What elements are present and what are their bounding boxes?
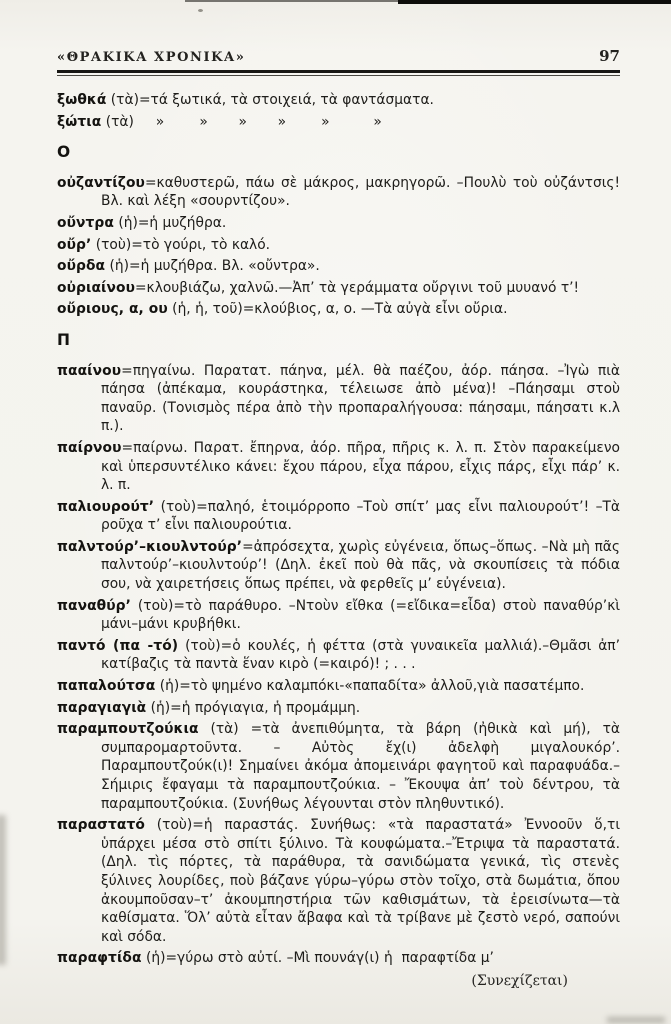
entry-body: (τοὺ)=ὁ κουλές, ἡ φέττα (στὰ γυναικεῖα μαλλιά).–Θμᾶσι ἀπ’ κατίβαζις τὰ παντὰ ἕναν κιρὸ (=καιρό)! ; . . . xyxy=(101,637,625,673)
entry-headword: οὐζαντίζου xyxy=(57,174,145,191)
dictionary-entry xyxy=(57,174,625,211)
journal-title: «ΘΡΑΚΙΚΑ ΧΡΟΝΙΚΑ» xyxy=(57,50,246,65)
dictionary-entry xyxy=(57,113,620,132)
entry-body: (τὰ)=τά ξωτικά, τὰ στοιχειά, τὰ φαντάσματα. xyxy=(106,92,434,108)
entry-headword: παναθύρ’ xyxy=(57,597,131,614)
entry-headword: παραμπουτζούκια xyxy=(57,721,199,738)
dictionary-entry xyxy=(57,257,620,276)
dictionary-entry xyxy=(57,816,625,946)
section-heading: Π xyxy=(57,330,70,349)
dictionary-entry xyxy=(57,597,625,634)
entry-headword: ξώτια xyxy=(57,113,102,130)
dictionary-entry xyxy=(57,214,620,233)
entry-body: (τοὺ)=τὸ παράθυρο. –Ντοὺν εἴθκα (=εἴδικα=εἶδα) στοὺ παναθύρ’κὶ μάνι–μάνι κρυβήθκι. xyxy=(101,597,625,633)
entry-headword: οὔριους, α, ου xyxy=(57,301,168,318)
scan-artifact-speck xyxy=(198,9,203,12)
dictionary-entry xyxy=(57,236,620,255)
entry-headword: οὔντρα xyxy=(57,214,114,231)
scan-artifact-top-blob xyxy=(398,0,671,4)
scan-artifact-bottom-smudge xyxy=(607,1017,665,1023)
entry-body: (τοὺ)=ἡ παραστάς. Συνήθως: «τὰ παραστατά» Ἐννοοῦν ὅ,τι ὑπάρχει μέσα στὸ σπίτι ξύλινο. Τὰ κουφώματα.–Ἔτριψα τὰ παραστατά. (Δηλ. τὶς πόρτες, τὰ παράθυρα, τὰ σανιδώματα γενικά, τὶς στενὲς ξύλινες λουρίδες, ποὺ βάζανε γύρω–γύρω στὸν τοῖχο, στὰ δωμάτια, ὅπου ἀκουμποῦσαν–τ’ ἀκουμπηστήρια τῶν καθισμάτων, τὰ ἐρεισίνωτα—τὰ καθίσματα. Ὅλ’ αὐτὰ εἶταν ἄβαφα καὶ τὰ τρίβανε μὲ ζεστὸ νερό, σαπούνι καὶ σόδα. xyxy=(101,817,625,945)
dictionary-entry xyxy=(57,279,620,298)
dictionary-entry xyxy=(57,699,620,718)
dictionary-entry xyxy=(57,362,625,436)
entry-body: (τὰ) =τὰ ἀνεπιθύμητα, τὰ βάρη (ἠθικὰ καὶ μή), τὰ συμπαρομαρτοῦντα. – Αὐτὸς ἔχ(ι) ἀδελφὴ μιγαλουκόρ’. Παραμπουτζούκ(ι)! Σημαίνει ἀκόμα ἀπομεινάρι φαγητοῦ καὶ παραφυάδα.– Σήμιρις ἔφαγαμι τὰ παραμπουτζούκια. – Ἔκουψα ἀπ’ τοὺ δέντρου, τὰ παραμπουτζούκια. (Συνήθως λέγουνται στὸν πληθυντικό). xyxy=(101,721,625,812)
entry-headword: παλιουρούτ’ xyxy=(57,498,155,515)
entry-headword: ξωθκά xyxy=(57,92,107,108)
header-rule-thick xyxy=(57,70,620,73)
dictionary-entries xyxy=(57,91,625,968)
dictionary-entry xyxy=(57,538,625,594)
entry-headword: οὔρδα xyxy=(57,258,106,275)
entry-headword: πααίνου xyxy=(57,362,122,379)
entry-body: (ἡ)=ἡ μυζήθρα. xyxy=(113,214,227,231)
entry-headword: παλντούρ’–κιουλντούρ’ xyxy=(57,538,243,555)
entry-body: (ἡ)=ἡ πρόγιαγια, ἡ προμάμμη. xyxy=(146,699,361,716)
entry-headword: παντό (πα -τό) xyxy=(57,637,179,654)
entry-body: (ἡ)=γύρω στὸ αὐτί. –Μὶ πουνάγ(ι) ἡ παραφτίδα μ’ xyxy=(141,950,494,967)
dictionary-entry xyxy=(57,949,620,968)
entry-headword: οὐριαίνου xyxy=(57,279,135,296)
entry-body: =παίρνω. Παρατ. ἔπηρνα, ἀόρ. πῆρα, πῆρις κ. λ. π. Στὸν παρακείμενο καὶ ὑπερσυντέλικο κάνει: ἔχου πάρου, εἶχα πάρου, εἶχις πάρς, εἶχι πάρ’ κ. λ. π. xyxy=(101,439,625,494)
entry-body: (ἡ)=ἡ μυζήθρα. Βλ. «οὔντρα». xyxy=(105,258,320,275)
dictionary-entry xyxy=(57,677,620,696)
page-header xyxy=(57,47,620,65)
page-footer xyxy=(57,973,620,989)
header-rule xyxy=(57,70,620,76)
entry-body: =πηγαίνω. Παρατατ. πάηνα, μέλ. θὰ παέζου, ἀόρ. πάησα. –Ἰγὼ πιὰ πάησα (ἀπέκαμα, κουράστηκα, τέλειωσε ἀπὸ μένα)! –Πάησαμι στοὺ παναῦρ. (Τονισμὸς πέρα ἀπὸ τὴν προπαραλήγουσα: πάησαμι, πάησατι κ.λ π.). xyxy=(101,362,625,435)
entry-body: (ἡ)=τὸ ψημένο καλαμπόκι-«παπαδίτα» ἀλλοῦ,γιὰ πασατέμπο. xyxy=(155,678,585,695)
continuation-note: (Συνεχίζεται) xyxy=(471,972,568,989)
dictionary-entry xyxy=(57,637,625,674)
entry-headword: παραφτίδα xyxy=(57,950,142,967)
scan-artifact-top-line xyxy=(185,0,485,2)
section-heading: Ο xyxy=(57,143,71,162)
entry-body: (τὰ) » » » » » » xyxy=(101,113,382,130)
dictionary-entry xyxy=(57,91,620,110)
header-rule-thin xyxy=(57,75,620,76)
entry-headword: οὔρ’ xyxy=(57,236,92,253)
entry-body: =ἀπρόσεχτα, χωρὶς εὐγένεια, ὅπως–ὅπως. –Νὰ μὴ πᾶς παλντούρ’–κιουλντούρ’! (Δηλ. ἐκεῖ ποὺ θὰ πᾶς, νὰ σκουπίσεις τὰ πόδια σου, νὰ χαιρετήσεις ὅπως πρέπει, νὰ φερθεῖς μ’ εὐγένεια). xyxy=(101,538,625,593)
entry-body: (τοὺ)=τὸ γούρι, τὸ καλό. xyxy=(91,236,271,253)
entry-body: =κλουβιάζω, χαλνῶ.—Ἀπ’ τὰ γεράμματα οὔργινι τοῦ μυυανό τ’! xyxy=(135,279,580,296)
entry-headword: παραστατό xyxy=(57,817,145,834)
page-number: 97 xyxy=(599,47,620,65)
scan-artifact-left-smudge xyxy=(0,815,6,965)
entry-headword: παπαλούτσα xyxy=(57,678,156,695)
entry-body: (τοὺ)=παληό, ἑτοιμόρροπο –Τοὺ σπίτ’ μας εἶνι παλιουρούτ’! –Τὰ ροῦχα τ’ εἶνι παλιουρούτια. xyxy=(101,498,625,534)
dictionary-entry xyxy=(57,439,625,495)
dictionary-entry xyxy=(57,498,625,535)
page-content xyxy=(57,47,625,989)
dictionary-entry xyxy=(57,300,620,319)
entry-body: (ἡ, ἡ, τοῦ)=κλούβιος, α, ο. —Τὰ αὐγὰ εἶνι οὔρια. xyxy=(167,301,508,318)
entry-headword: παραγιαγιὰ xyxy=(57,699,147,716)
entry-headword: παίρνου xyxy=(57,439,122,456)
dictionary-entry xyxy=(57,720,625,813)
entry-body: =καθυστερῶ, πάω σὲ μάκρος, μακρηγορῶ. –Πουλὺ τοὺ οὐζάντσις! Βλ. καὶ λέξη «σουρντίζου». xyxy=(101,174,625,210)
